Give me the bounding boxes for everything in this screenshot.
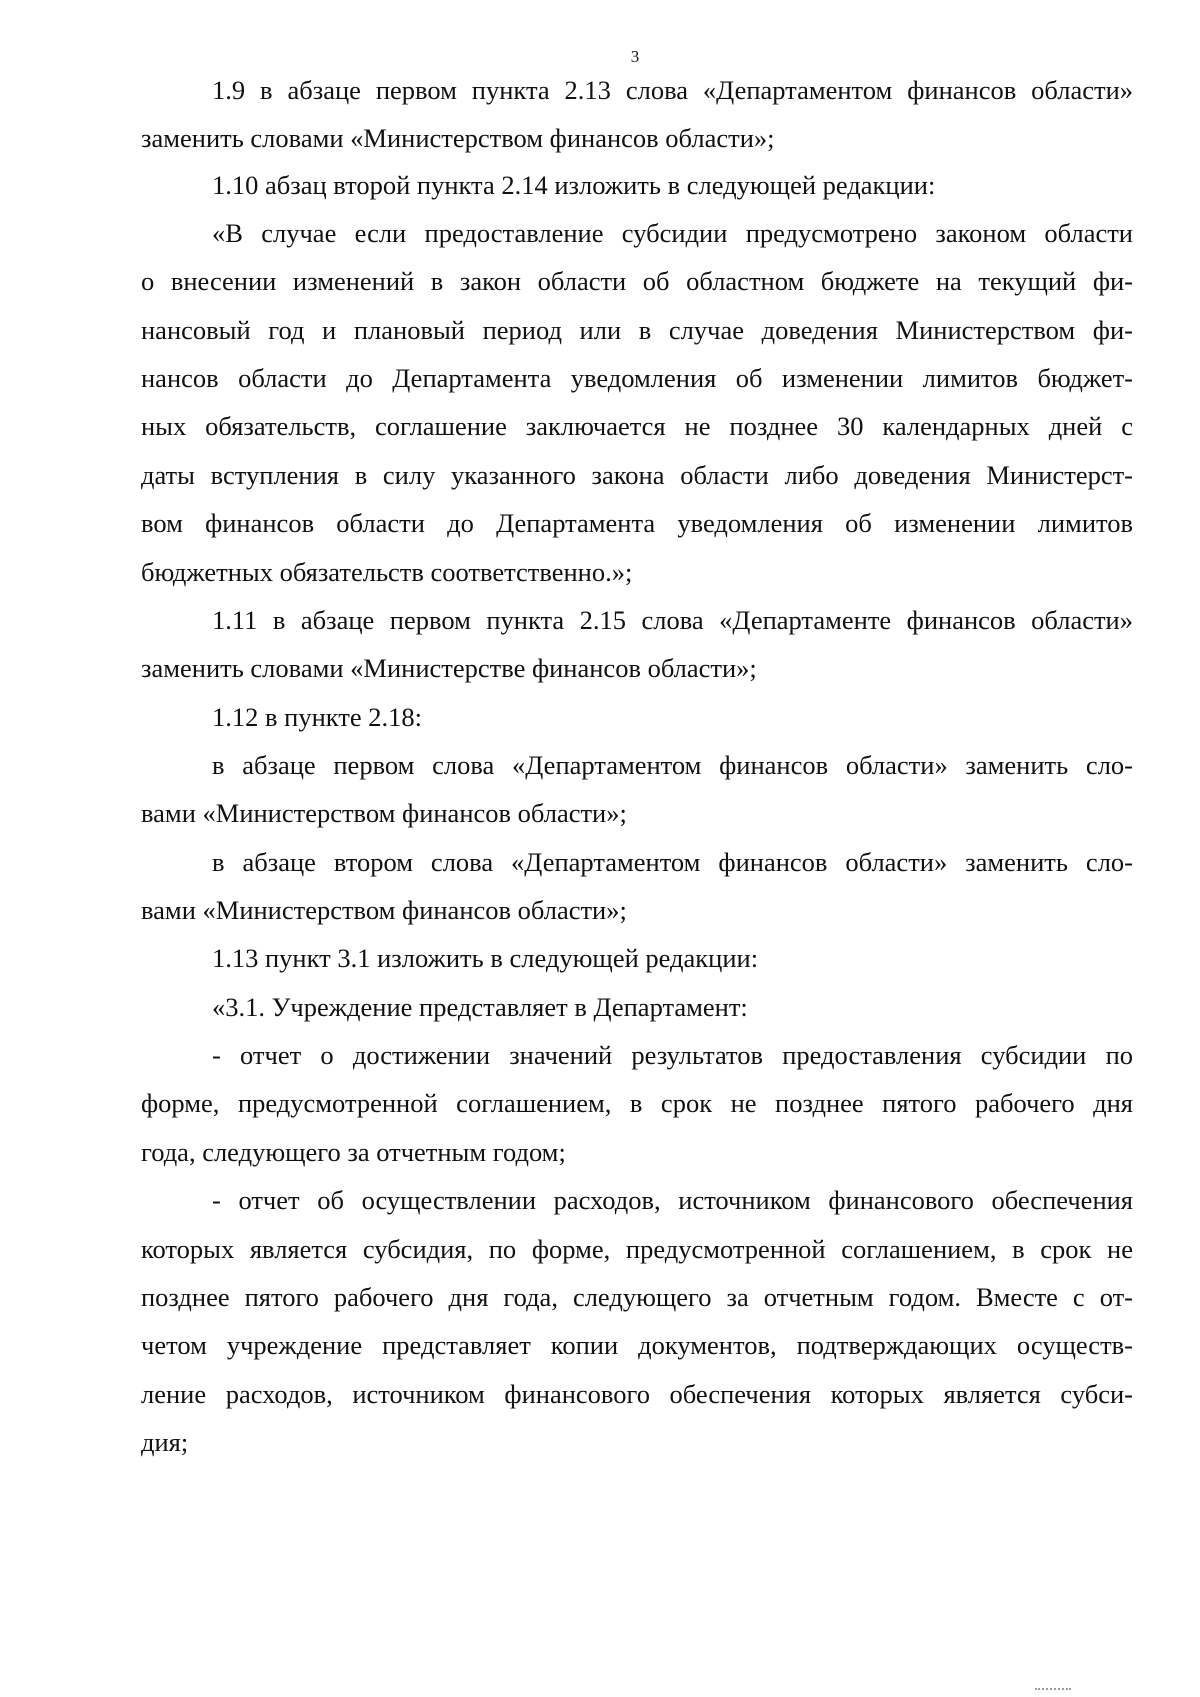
text-line: которых является субсидия, по форме, предусмотренной соглашением, в срок не [141, 1234, 1133, 1264]
text-line: - отчет об осуществлении расходов, источником финансового обеспечения [212, 1185, 1133, 1215]
text-line: в абзаце первом слова «Департаментом финансов области» заменить сло- [212, 750, 1133, 780]
text-line: 1.12 в пункте 2.18: [212, 702, 422, 732]
text-line: 1.10 абзац второй пункта 2.14 изложить в следующей редакции: [212, 170, 936, 200]
text-line: дия; [141, 1427, 189, 1457]
text-line: вами «Министерством финансов области»; [141, 895, 627, 925]
scan-artifact [1035, 1688, 1071, 1694]
text-line: даты вступления в силу указанного закона области либо доведения Министерст- [141, 460, 1133, 490]
text-line: о внесении изменений в закон области об областном бюджете на текущий фи- [141, 266, 1133, 296]
text-line: 1.13 пункт 3.1 изложить в следующей редакции: [212, 943, 759, 973]
text-line: позднее пятого рабочего дня года, следующего за отчетным годом. Вместе с от- [141, 1282, 1133, 1312]
text-line: заменить словами «Министерстве финансов области»; [141, 653, 757, 683]
text-line: четом учреждение представляет копии документов, подтверждающих осуществ- [141, 1330, 1133, 1360]
text-line: - отчет о достижении значений результатов предоставления субсидии по [212, 1040, 1133, 1070]
text-line: «В случае если предоставление субсидии предусмотрено законом области [212, 218, 1133, 248]
text-line: бюджетных обязательств соответственно.»; [141, 557, 633, 587]
text-line: вом финансов области до Департамента уведомления об изменении лимитов [141, 508, 1133, 538]
text-line: 1.11 в абзаце первом пункта 2.15 слова «Департаменте финансов области» [212, 605, 1133, 635]
text-line: вами «Министерством финансов области»; [141, 798, 627, 828]
text-line: нансов области до Департамента уведомления об изменении лимитов бюджет- [141, 363, 1133, 393]
text-line: года, следующего за отчетным годом; [141, 1137, 566, 1167]
text-line: ных обязательств, соглашение заключается не позднее 30 календарных дней с [141, 411, 1133, 441]
page-number: 3 [630, 47, 640, 66]
text-line: «3.1. Учреждение представляет в Департамент: [212, 992, 748, 1022]
text-line: ление расходов, источником финансового обеспечения которых является субси- [141, 1379, 1133, 1409]
text-line: в абзаце втором слова «Департаментом финансов области» заменить сло- [212, 847, 1133, 877]
text-line: 1.9 в абзаце первом пункта 2.13 слова «Департаментом финансов области» [212, 75, 1133, 105]
text-line: нансовый год и плановый период или в случае доведения Министерством фи- [141, 315, 1133, 345]
text-line: форме, предусмотренной соглашением, в срок не позднее пятого рабочего дня [141, 1088, 1133, 1118]
text-line: заменить словами «Министерством финансов области»; [141, 123, 775, 153]
